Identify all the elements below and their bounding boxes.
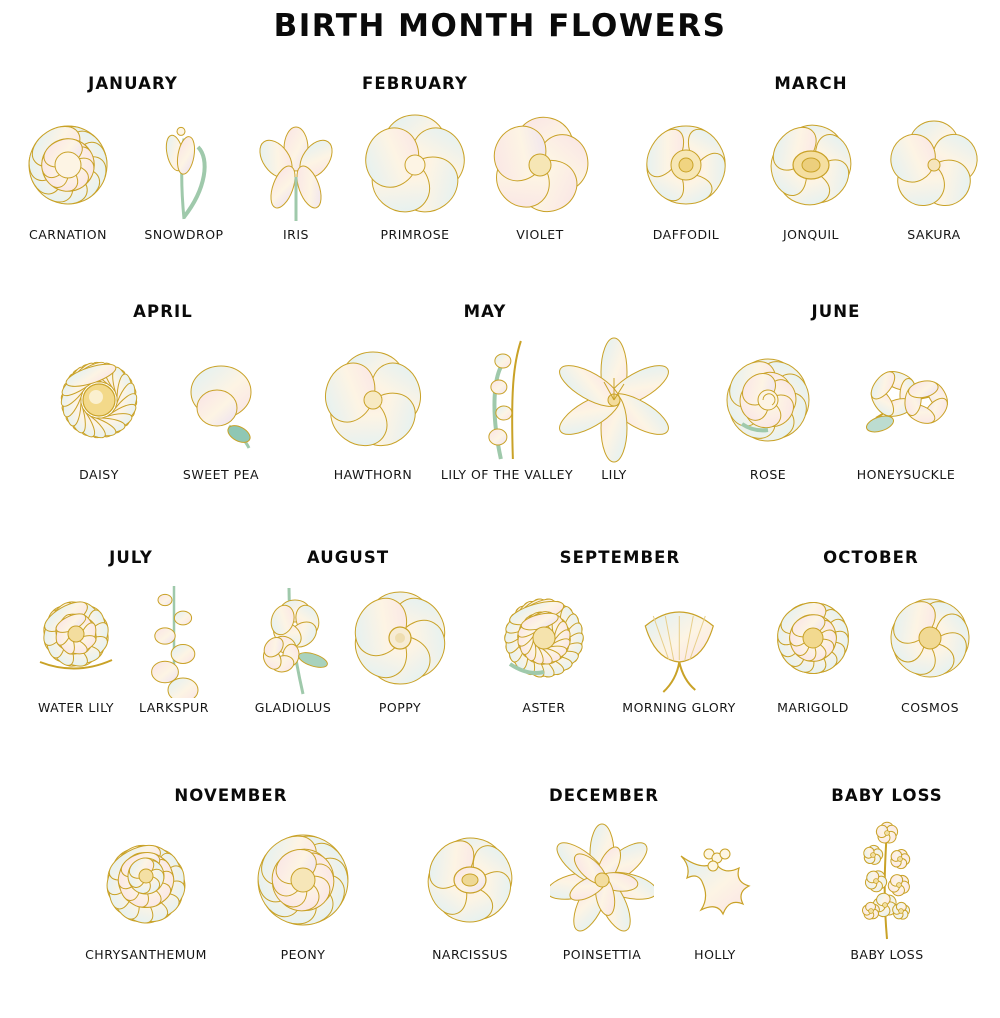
flower-card-gladiolus <box>244 578 342 715</box>
cosmos-illustration <box>874 578 986 698</box>
carnation-illustration <box>9 105 127 225</box>
flower-row <box>0 62 1000 302</box>
flower-card-snowdrop <box>137 105 232 242</box>
flower-name-label: ROSE <box>749 467 787 482</box>
flower-row <box>0 778 1000 1018</box>
flower-name-label: DAISY <box>79 467 119 482</box>
flower-name-label: VIOLET <box>516 227 564 242</box>
poppy-illustration <box>341 578 459 698</box>
flower-name-label: JONQUIL <box>782 227 839 242</box>
iris-illustration <box>252 105 340 225</box>
flower-name-label: DAFFODIL <box>652 227 720 242</box>
flower-card-jonquil <box>756 105 866 242</box>
page-title: BIRTH MONTH FLOWERS <box>273 8 727 44</box>
holly-illustration <box>661 815 769 945</box>
flower-name-label: SAKURA <box>907 227 961 242</box>
morningglory-illustration <box>622 578 735 698</box>
daffodil-illustration <box>630 105 742 225</box>
flower-name-label: ASTER <box>522 700 566 715</box>
flower-name-label: LILY <box>601 467 627 482</box>
flower-name-label: POPPY <box>378 700 422 715</box>
flower-card-larkspur <box>139 578 209 715</box>
flower-card-hawthorn <box>313 335 433 482</box>
flower-name-label: NARCISSUS <box>432 947 508 962</box>
flower-card-daisy <box>43 335 155 482</box>
month-label-june: JUNE <box>811 302 861 321</box>
sweetpea-illustration <box>166 335 276 465</box>
flower-row <box>0 290 1000 530</box>
flower-name-label: PRIMROSE <box>380 227 450 242</box>
flower-name-label: HONEYSUCKLE <box>856 467 956 482</box>
gladiolus-illustration <box>244 578 342 698</box>
flower-card-violet <box>484 105 596 242</box>
flower-card-chrysanthemum <box>81 815 211 962</box>
marigold-illustration <box>757 578 869 698</box>
lilyvalley-illustration <box>441 335 573 465</box>
flower-card-peony <box>240 815 366 962</box>
flower-name-label: POINSETTIA <box>562 947 642 962</box>
flower-card-aster <box>482 578 606 715</box>
month-label-march: MARCH <box>774 74 848 93</box>
flower-card-poppy <box>341 578 459 715</box>
flower-name-label: GLADIOLUS <box>254 700 332 715</box>
flower-row <box>0 540 1000 780</box>
flower-card-rose <box>711 335 825 482</box>
aster-illustration <box>482 578 606 698</box>
primrose-illustration <box>358 105 473 225</box>
flower-name-label: CARNATION <box>29 227 107 242</box>
flower-name-label: CHRYSANTHEMUM <box>85 947 207 962</box>
larkspur-illustration <box>139 578 209 698</box>
flower-card-holly <box>661 815 769 962</box>
jonquil-illustration <box>756 105 866 225</box>
month-label-february: FEBRUARY <box>361 74 469 93</box>
flower-name-label: SWEET PEA <box>182 467 260 482</box>
flower-card-daffodil <box>630 105 742 242</box>
flower-card-marigold <box>757 578 869 715</box>
flower-name-label: HAWTHORN <box>333 467 413 482</box>
month-label-july: JULY <box>109 548 153 567</box>
flower-card-iris <box>252 105 340 242</box>
daisy-illustration <box>43 335 155 465</box>
month-label-baby-loss: BABY LOSS <box>831 786 943 805</box>
narcissus-illustration <box>414 815 526 945</box>
sakura-illustration <box>880 105 988 225</box>
chrysanthemum-illustration <box>81 815 211 945</box>
flower-card-sweetpea <box>166 335 276 482</box>
lily-illustration <box>555 335 673 465</box>
month-label-august: AUGUST <box>306 548 390 567</box>
flower-name-label: LARKSPUR <box>139 700 209 715</box>
violet-illustration <box>484 105 596 225</box>
flower-card-lily <box>555 335 673 482</box>
peony-illustration <box>240 815 366 945</box>
flower-name-label: LILY OF THE VALLEY <box>440 467 574 482</box>
flower-name-label: IRIS <box>283 227 309 242</box>
babyloss-illustration <box>844 815 930 945</box>
flower-name-label: BABY LOSS <box>850 947 924 962</box>
flower-card-waterlily <box>18 578 134 715</box>
month-label-may: MAY <box>463 302 507 321</box>
snowdrop-illustration <box>137 105 232 225</box>
waterlily-illustration <box>18 578 134 698</box>
flower-card-cosmos <box>874 578 986 715</box>
flower-card-lilyvalley <box>441 335 573 482</box>
flower-card-babyloss <box>844 815 930 962</box>
flower-card-sakura <box>880 105 988 242</box>
month-label-november: NOVEMBER <box>174 786 288 805</box>
flower-card-morningglory <box>622 578 735 715</box>
flower-card-honeysuckle <box>841 335 971 482</box>
flower-name-label: COSMOS <box>900 700 960 715</box>
poinsettia-illustration <box>550 815 654 945</box>
rose-illustration <box>711 335 825 465</box>
hawthorn-illustration <box>313 335 433 465</box>
flower-card-poinsettia <box>550 815 654 962</box>
flower-name-label: PEONY <box>280 947 326 962</box>
flower-name-label: MORNING GLORY <box>622 700 736 715</box>
flower-name-label: HOLLY <box>694 947 736 962</box>
honeysuckle-illustration <box>841 335 971 465</box>
month-label-december: DECEMBER <box>548 786 660 805</box>
flower-card-primrose <box>358 105 473 242</box>
flower-name-label: WATER LILY <box>37 700 115 715</box>
flower-card-carnation <box>9 105 127 242</box>
month-label-april: APRIL <box>133 302 193 321</box>
month-label-october: OCTOBER <box>823 548 919 567</box>
month-label-september: SEPTEMBER <box>559 548 681 567</box>
flower-card-narcissus <box>414 815 526 962</box>
flower-name-label: MARIGOLD <box>777 700 849 715</box>
flower-name-label: SNOWDROP <box>144 227 224 242</box>
month-label-january: JANUARY <box>88 74 178 93</box>
